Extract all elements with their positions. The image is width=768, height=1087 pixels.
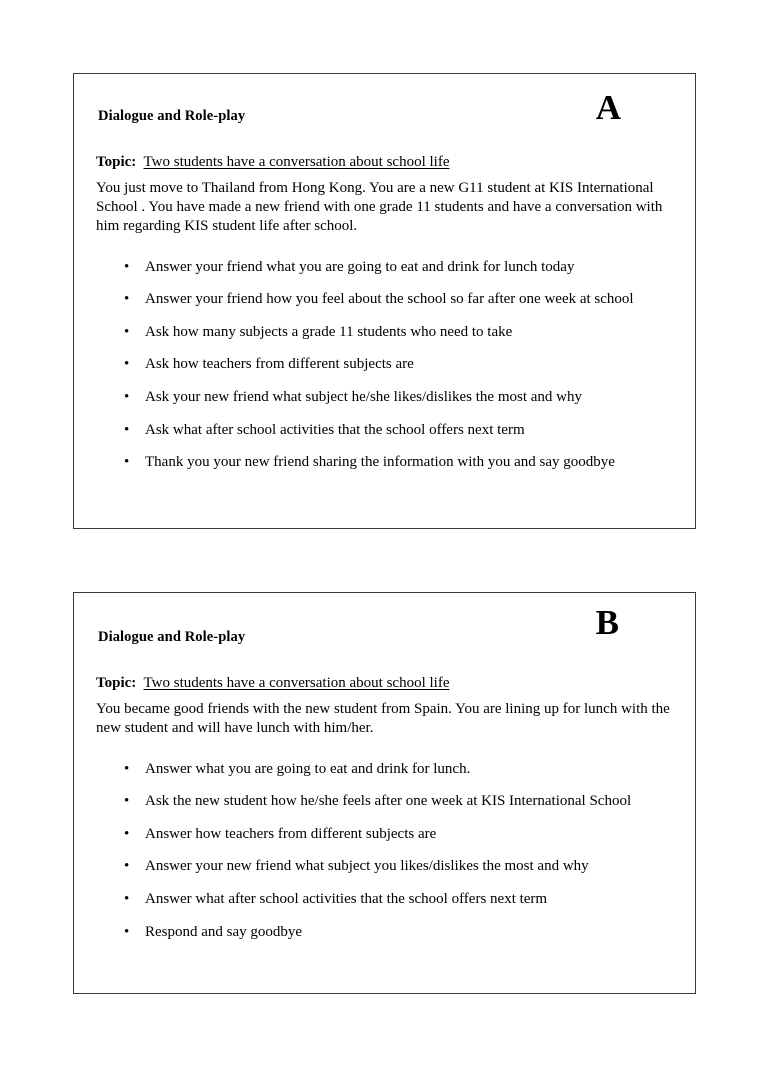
list-item (96, 251, 675, 284)
task-card-b-intro: You became good friends with the new student from Spain. You are lining up for lunch with the new student and will have lunch with him/her. (96, 700, 670, 736)
task-card-a-letter: A (595, 88, 621, 127)
task-card-a-intro: You just move to Thailand from Hong Kong. You are a new G11 student at KIS International School . You have made a new friend with one grade 11 students and have a conversation with him regarding KIS student life after school. (96, 179, 663, 234)
task-card-b-bullet-list (96, 753, 675, 948)
task-card-b-letter: B (595, 603, 619, 642)
list-item (96, 753, 675, 786)
task-card-a-topic (96, 154, 675, 172)
list-item-text: Answer your friend how you feel about the school so far after one week at school (145, 291, 634, 308)
task-card-a-header (96, 88, 675, 136)
list-item-text: Ask how many subjects a grade 11 students who need to take (145, 323, 513, 340)
list-item (96, 381, 675, 414)
list-item-text: Thank you your new friend sharing the information with you and say goodbye (145, 454, 615, 471)
bullet-icon: • (124, 793, 130, 810)
bullet-icon: • (124, 421, 130, 438)
bullet-icon: • (124, 858, 130, 875)
bullet-icon: • (124, 923, 130, 940)
list-item (96, 348, 675, 381)
topic-spacer (136, 154, 143, 170)
task-card-b-title: Dialogue and Role-play (98, 629, 246, 645)
bullet-icon: • (124, 323, 130, 340)
list-item-text: Answer your friend what you are going to eat and drink for lunch today (145, 258, 575, 275)
task-card-b-header (96, 603, 675, 655)
list-item-text: Ask your new friend what subject he/she likes/dislikes the most and why (145, 389, 583, 406)
topic-spacer (136, 675, 143, 691)
list-item-text: Answer how teachers from different subjects are (145, 825, 437, 842)
task-card-a-topic-value: Two students have a conversation about school life (143, 154, 450, 170)
list-item (96, 916, 675, 949)
bullet-icon: • (124, 890, 130, 907)
list-item-text: Answer your new friend what subject you likes/dislikes the most and why (145, 858, 589, 875)
list-item-text: Ask how teachers from different subjects are (145, 356, 414, 373)
bullet-icon: • (124, 825, 130, 842)
list-item-text: Answer what you are going to eat and drink for lunch. (145, 760, 471, 777)
list-item-text: Respond and say goodbye (145, 923, 303, 940)
bullet-icon: • (124, 389, 130, 406)
task-card-a-title: Dialogue and Role-play (98, 108, 246, 124)
list-item (96, 446, 675, 479)
list-item (96, 883, 675, 916)
list-item (96, 283, 675, 316)
list-item (96, 818, 675, 851)
task-card-a-bullet-list (96, 251, 675, 479)
bullet-icon: • (124, 760, 130, 777)
bullet-icon: • (124, 258, 130, 275)
bullet-icon: • (124, 356, 130, 373)
bullet-icon: • (124, 291, 130, 308)
task-card-b-topic (96, 675, 675, 693)
task-card-a-topic-label: Topic: (96, 154, 137, 170)
bullet-icon: • (124, 454, 130, 471)
list-item-text: Ask the new student how he/she feels after one week at KIS International School (145, 793, 632, 810)
task-card-a (73, 73, 696, 529)
task-card-b (73, 592, 696, 994)
task-card-b-topic-value: Two students have a conversation about school life (143, 675, 450, 691)
list-item-text: Answer what after school activities that the school offers next term (145, 890, 548, 907)
list-item (96, 414, 675, 447)
task-card-b-topic-label: Topic: (96, 675, 137, 691)
list-item (96, 850, 675, 883)
list-item (96, 316, 675, 349)
list-item-text: Ask what after school activities that the school offers next term (145, 421, 525, 438)
list-item (96, 785, 675, 818)
